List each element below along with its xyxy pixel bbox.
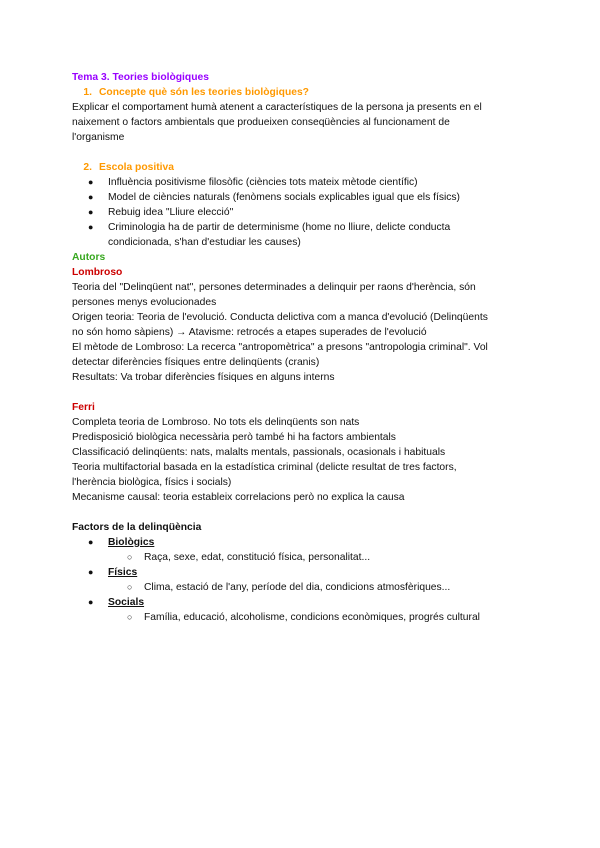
- section1-line: naixement o factors ambientals que produeixen conseqüències al funcionament de: [72, 117, 450, 128]
- list-item-text: Model de ciències naturals (fenòmens socials explicables igual que els físics): [108, 192, 460, 203]
- list-item: [72, 205, 532, 220]
- list-item-text: Influència positivisme filosòfic (ciències tots mateix mètode científic): [108, 177, 418, 188]
- bullet-icon: ●: [88, 207, 94, 217]
- ferri-line: Completa teoria de Lombroso. No tots els delinqüents son nats: [72, 417, 360, 428]
- ferri-line: Classificació delinqüents: nats, malalts mentals, passionals, ocasionals i habituals: [72, 447, 446, 458]
- factors-heading: Factors de la delinqüència: [72, 522, 202, 533]
- lombroso-line: Teoria del "Delinqüent nat", persones determinades a delinquir per raons d'herència, són: [72, 282, 476, 293]
- hollow-bullet-icon: ○: [127, 612, 133, 622]
- list-item: [72, 175, 532, 190]
- factor-detail: Raça, sexe, edat, constitució física, personalitat...: [144, 552, 371, 563]
- list-item-text: Rebuig idea "Lliure elecció": [108, 207, 234, 218]
- factor-detail: Família, educació, alcoholisme, condicions econòmiques, progrés cultural: [144, 612, 480, 623]
- tema-title: Tema 3. Teories biològiques: [72, 72, 209, 83]
- sub-list-item: [72, 550, 532, 565]
- bullet-icon: ●: [88, 537, 94, 547]
- bullet-icon: ●: [88, 177, 94, 187]
- factor-label: Físics: [108, 567, 138, 578]
- factor-detail: Clima, estació de l'any, període del dia, condicions atmosfèriques...: [144, 582, 451, 593]
- section1-line: Explicar el comportament humà atenent a característiques de la persona ja presents en el: [72, 102, 482, 113]
- ferri-line: Predisposició biològica necessària però també hi ha factors ambientals: [72, 432, 396, 443]
- bullet-icon: ●: [88, 567, 94, 577]
- ferri-line: Teoria multifactorial basada en la estadística criminal (delicte resultat de tres factors,: [72, 462, 457, 473]
- hollow-bullet-icon: ○: [127, 552, 133, 562]
- autors-heading: Autors: [72, 252, 106, 263]
- ferri-line: l'herència biològica, físics i socials): [72, 477, 232, 488]
- lombroso-line: Origen teoria: Teoria de l'evolució. Conducta delictiva com a manca d'evolució (Delinqüents: [72, 312, 488, 323]
- lombroso-line: detectar diferències físiques entre delinqüents (cranis): [72, 357, 320, 368]
- hollow-bullet-icon: ○: [127, 582, 133, 592]
- section1-heading-row: [72, 85, 532, 100]
- bullet-icon: ●: [88, 222, 94, 232]
- factor-label: Socials: [108, 597, 145, 608]
- list-item: [72, 190, 532, 205]
- section1-line: l'organisme: [72, 132, 125, 143]
- ferri-line: Mecanisme causal: teoria estableix correlacions però no explica la causa: [72, 492, 405, 503]
- bullet-icon: ●: [88, 597, 94, 607]
- sub-list-item: [72, 580, 532, 595]
- sub-list-item: [72, 610, 532, 625]
- section2-heading: Escola positiva: [99, 162, 174, 173]
- lombroso-line: Resultats: Va trobar diferències físiques en alguns interns: [72, 372, 335, 383]
- factor-label: Biològics: [108, 537, 155, 548]
- list-item-continuation: condicionada, s'han d'estudiar les causes): [108, 237, 301, 248]
- lombroso-heading: Lombroso: [72, 267, 123, 278]
- bullet-icon: ●: [88, 192, 94, 202]
- list-item-text: Criminologia ha de partir de determinisme (home no lliure, delicte conducta: [108, 222, 451, 233]
- ferri-heading: Ferri: [72, 402, 95, 413]
- section2-number: 2.: [83, 162, 92, 173]
- section2-heading-row: [72, 160, 532, 175]
- lombroso-line: El mètode de Lombroso: La recerca "antropomètrica" a presons "antropologia criminal". Vol: [72, 342, 488, 353]
- lombroso-line: persones menys evolucionades: [72, 297, 217, 308]
- section1-heading: Concepte què són les teories biològiques?: [99, 87, 309, 98]
- lombroso-line: no són homo sàpiens) → Atavisme: retrocés a etapes superades de l'evolució: [72, 327, 427, 338]
- list-item: [72, 595, 532, 610]
- list-item: [72, 535, 532, 550]
- list-item: [72, 220, 532, 235]
- list-item: [72, 565, 532, 580]
- document-content: [72, 70, 532, 625]
- section1-number: 1.: [83, 87, 92, 98]
